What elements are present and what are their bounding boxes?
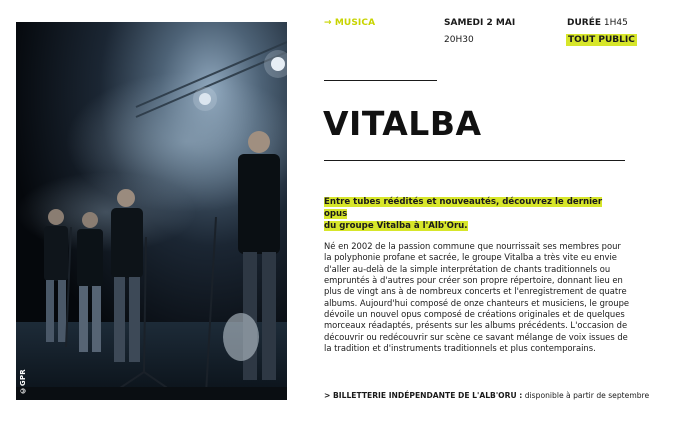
photo-credit: ©GPR: [19, 368, 27, 394]
event-category[interactable]: → MUSICA: [324, 18, 376, 28]
event-duration: [567, 18, 628, 28]
concert-photo-illustration: [16, 22, 287, 400]
title-divider-bottom: [324, 160, 625, 161]
event-title: VITALBA: [323, 104, 482, 143]
audience-badge: TOUT PUBLIC: [568, 35, 635, 45]
event-date: SAMEDI 2 MAI: [444, 18, 516, 28]
duration-value: 1H45: [603, 18, 628, 28]
intro-line-2: du groupe Vitalba à l'Alb'Oru.: [324, 221, 468, 231]
ticketing-value: disponible à partir de septembre: [522, 391, 650, 400]
concert-photo: [16, 22, 287, 400]
intro-line-1: Entre tubes réédités et nouveautés, découvrez le dernier opus: [324, 197, 603, 219]
event-description: Né en 2002 de la passion commune que nourrissait ses membres pour la polyphonie profane et sacrée, le groupe Vitalba a très vite eu envie d'aller au-delà de la simple interprétation de chants traditionnels ou empruntés à d'autres pour créer son propre répertoire, donnant lieu en plus de vingt ans à de nombreux concerts et l'enregistrement de quatre albums. Aujourd'hui composé de onze chanteurs et musiciens, le groupe dévoile un nouvel opus composé de créations originales et de quelques morceaux réadaptés, présents sur les albums précédents. L'occasion de découvrir ou redécouvrir sur scène ce savant mélange de voix issues de la tradition et d'instruments traditionnels et plus contemporains.: [324, 241, 630, 354]
ticketing-info: [324, 391, 664, 400]
event-time: 20H30: [444, 35, 474, 45]
event-intro: [324, 196, 624, 232]
ticketing-label: > BILLETTERIE INDÉPENDANTE DE L'ALB'ORU :: [324, 391, 523, 400]
duration-label: DURÉE: [567, 18, 602, 28]
title-divider-top: [324, 80, 437, 81]
